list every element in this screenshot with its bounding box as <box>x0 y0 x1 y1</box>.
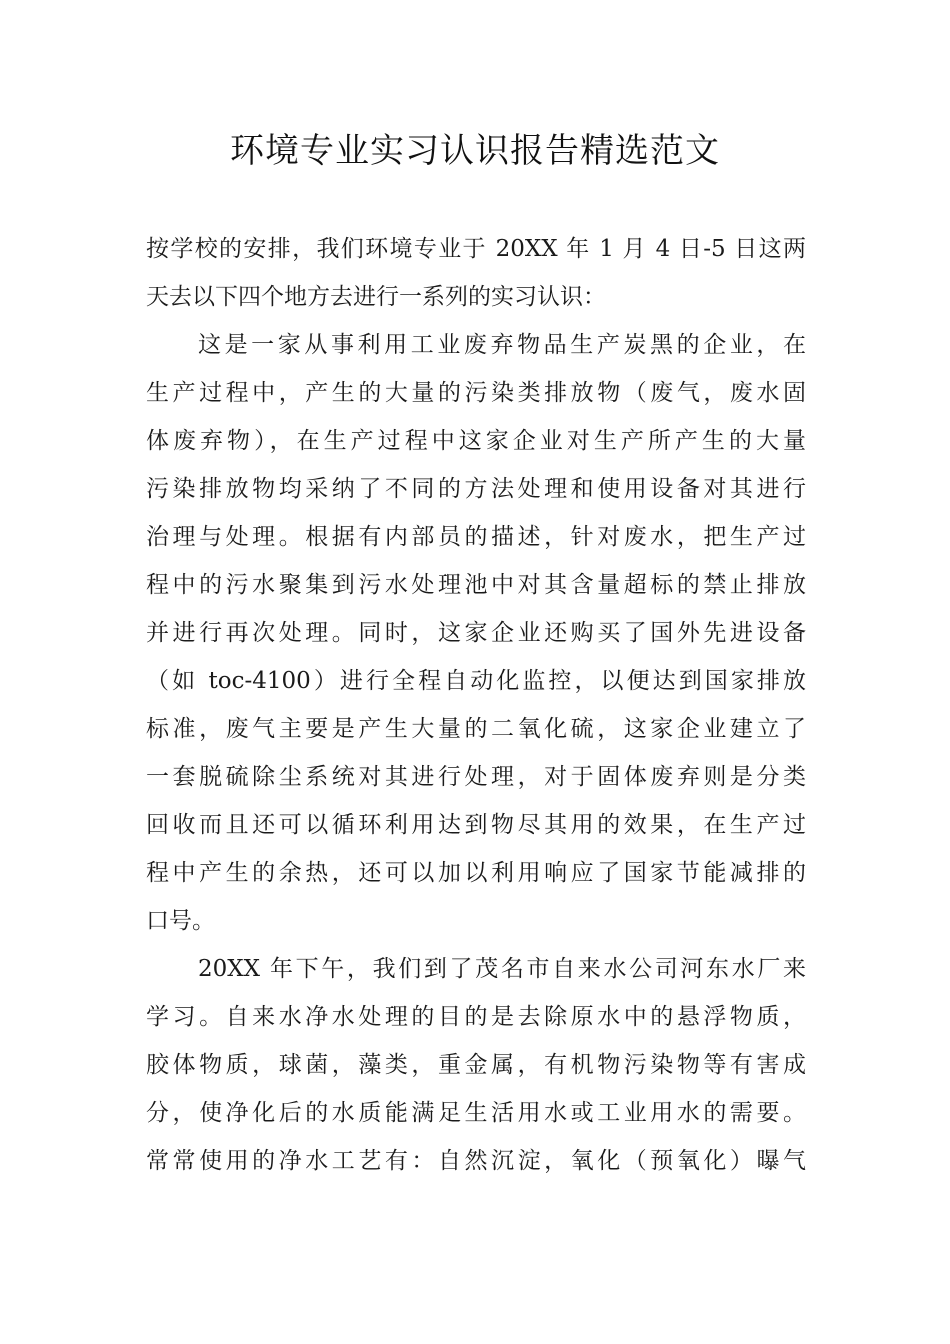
text-line: 分，使净化后的水质能满足生活用水或工业用水的需要。 <box>146 1100 806 1126</box>
text-line: 20XX 年下午，我们到了茂名市自来水公司河东水厂来 <box>198 956 806 982</box>
document-title: 环境专业实习认识报告精选范文 <box>230 131 720 171</box>
text-line: （如 toc-4100）进行全程自动化监控，以便达到国家排放 <box>146 668 806 694</box>
text-line: 按学校的安排，我们环境专业于 20XX 年 1 月 4 日-5 日这两 <box>146 236 806 262</box>
document-body <box>146 225 806 1185</box>
text-line: 这是一家从事利用工业废弃物品生产炭黑的企业，在 <box>198 332 806 358</box>
text-line: 胶体物质，球菌，藻类，重金属，有机物污染物等有害成 <box>146 1052 806 1078</box>
text-line: 污染排放物均采纳了不同的方法处理和使用设备对其进行 <box>146 476 806 502</box>
text-line: 治理与处理。根据有内部员的描述，针对废水，把生产过 <box>146 524 806 550</box>
text-line: 程中的污水聚集到污水处理池中对其含量超标的禁止排放 <box>146 572 806 598</box>
text-line: 并进行再次处理。同时，这家企业还购买了国外先进设备 <box>146 620 806 646</box>
text-line: 体废弃物），在生产过程中这家企业对生产所产生的大量 <box>146 428 806 454</box>
text-line: 学习。自来水净水处理的目的是去除原水中的悬浮物质， <box>146 1004 806 1030</box>
text-line: 一套脱硫除尘系统对其进行处理，对于固体废弃则是分类 <box>146 764 806 790</box>
text-line: 生产过程中，产生的大量的污染类排放物（废气，废水固 <box>146 380 806 406</box>
text-line: 天去以下四个地方去进行一系列的实习认识： <box>146 284 606 310</box>
text-line: 程中产生的余热，还可以加以利用响应了国家节能减排的 <box>146 860 806 886</box>
text-line: 常常使用的净水工艺有：自然沉淀，氧化（预氧化）曝气 <box>146 1148 806 1174</box>
text-line: 标准，废气主要是产生大量的二氧化硫，这家企业建立了 <box>146 716 806 742</box>
text-line: 口号。 <box>146 908 215 934</box>
text-line: 回收而且还可以循环利用达到物尽其用的效果，在生产过 <box>146 812 806 838</box>
